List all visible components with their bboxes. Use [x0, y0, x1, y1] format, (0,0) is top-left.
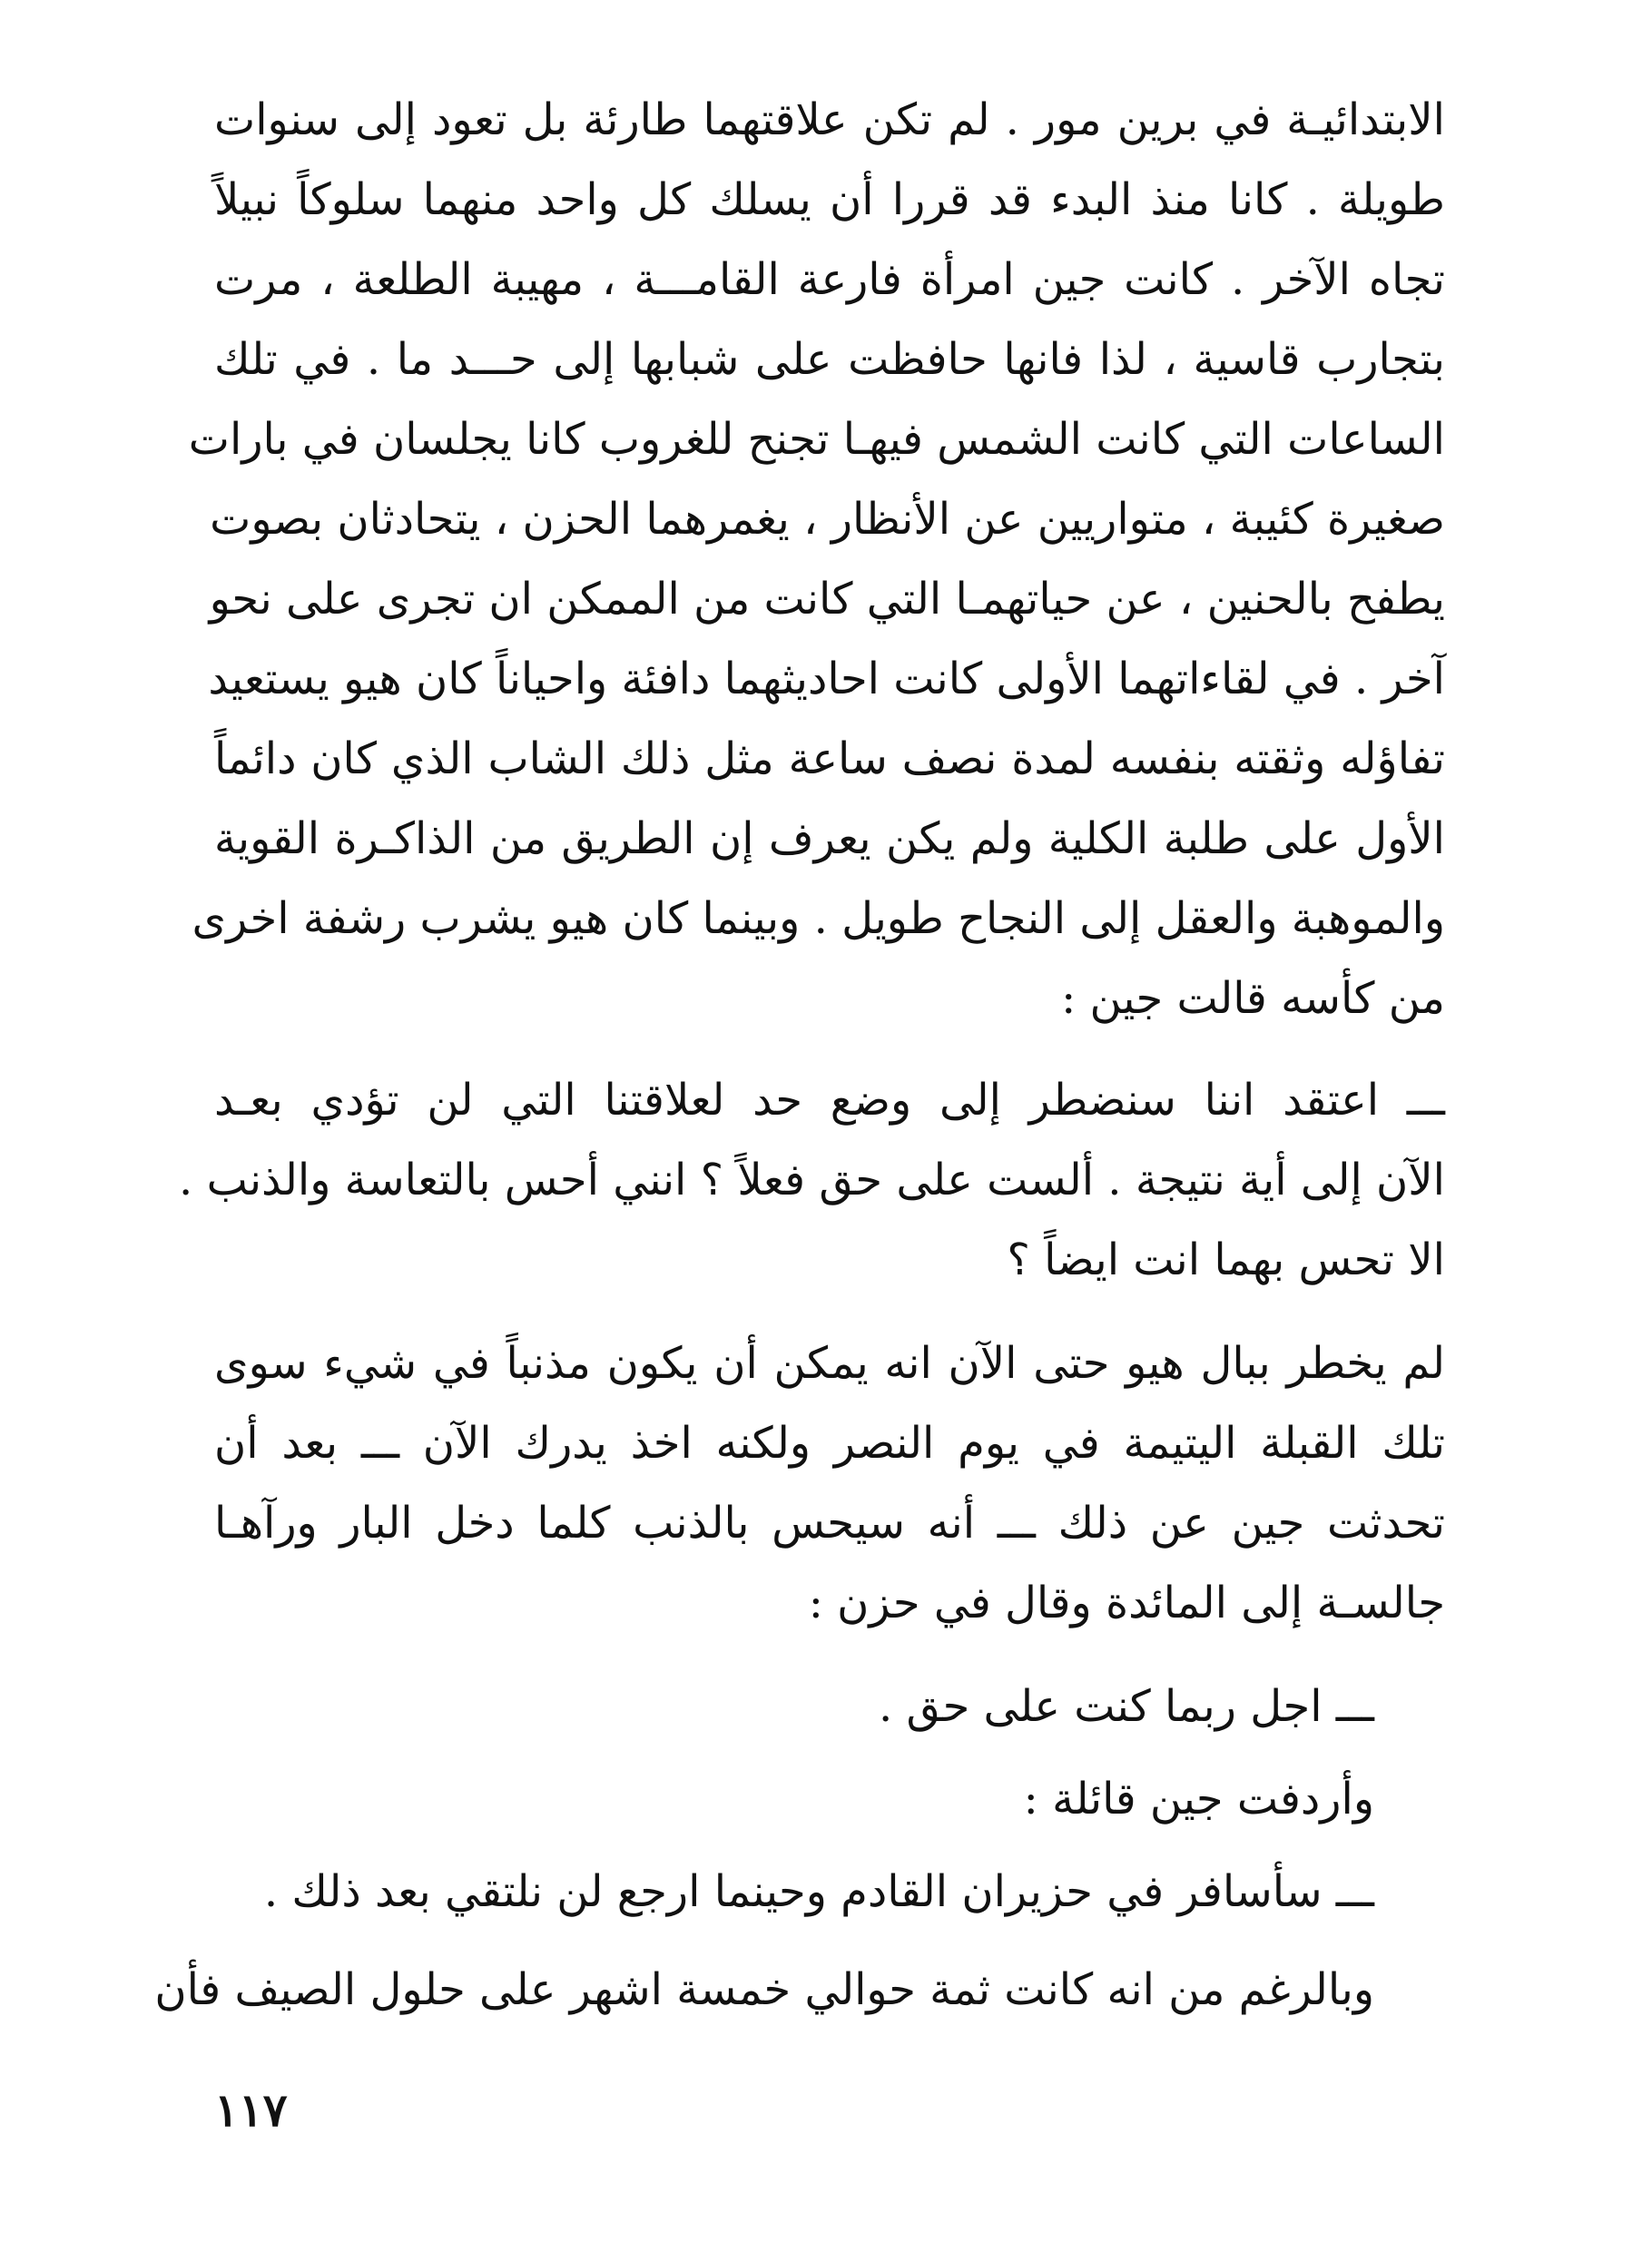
- text-line: تفاؤله وثقته بنفسه لمدة نصف ساعة مثل ذلك الشاب الذي كان دائماً: [214, 733, 1445, 784]
- text-line: صغيرة كئيبة ، متواريين عن الأنظار ، يغمرهما الحزن ، يتحادثان بصوت: [210, 494, 1445, 545]
- text-line: الابتدائيـة في برين مور . لم تكن علاقتهما طارئة بل تعود إلى سنوات: [214, 94, 1445, 145]
- text-line: تحدثت جين عن ذلك ـــ أنه سيحس بالذنب كلما دخل البار ورآهـا: [214, 1498, 1445, 1549]
- text-line: الأول على طلبة الكلية ولم يكن يعرف إن الطريق من الذاكـرة القوية: [214, 813, 1445, 864]
- text-line: الساعات التي كانت الشمس فيهـا تجنح للغروب كانا يجلسان في بارات: [188, 414, 1445, 465]
- text-line: ـــ اعتقد اننا سنضطر إلى وضع حد لعلاقتنا التي لن تؤدي بعـد: [214, 1075, 1445, 1126]
- text-line: الآن إلى أية نتيجة . ألست على حق فعلاً ؟ انني أحس بالتعاسة والذنب .: [179, 1155, 1445, 1205]
- text-line: ـــ سأسافر في حزيران القادم وحينما ارجع لن نلتقي بعد ذلك .: [263, 1866, 1374, 1917]
- text-line: والموهبة والعقل إلى النجاح طويل . وبينما كان هيو يشرب رشفة اخرى: [192, 893, 1445, 944]
- text-line: طويلة . كانا منذ البدء قد قررا أن يسلك كل واحد منهما سلوكاً نبيلاً: [214, 174, 1445, 225]
- text-line: من كأسه قالت جين :: [1061, 973, 1445, 1024]
- text-line: جالسـة إلى المائدة وقال في حزن :: [808, 1578, 1445, 1628]
- text-line: يطفح بالحنين ، عن حياتهمـا التي كانت من الممكن ان تجرى على نحو: [209, 574, 1445, 625]
- text-line: الا تحس بهما انت ايضاً ؟: [1007, 1234, 1445, 1285]
- text-line: آخر . في لقاءاتهما الأولى كانت احاديثهما دافئة واحياناً كان هيو يستعيد: [208, 654, 1445, 704]
- text-line: وأردفت جين قائلة :: [1023, 1774, 1374, 1824]
- text-line: لم يخطر ببال هيو حتى الآن انه يمكن أن يكون مذنباً في شيء سوى: [214, 1338, 1446, 1389]
- page-number: ١١٧: [214, 2083, 288, 2137]
- text-line: تجاه الآخر . كانت جين امرأة فارعة القامـــة ، مهيبة الطلعة ، مرت: [214, 254, 1445, 305]
- text-line: ـــ اجل ربما كنت على حق .: [879, 1681, 1374, 1732]
- text-line: وبالرغم من انه كانت ثمة حوالي خمسة اشهر على حلول الصيف فأن: [154, 1964, 1374, 2015]
- book-page: [154, 84, 1446, 2198]
- text-line: تلك القبلة اليتيمة في يوم النصر ولكنه اخذ يدرك الآن ـــ بعد أن: [214, 1418, 1445, 1469]
- text-line: بتجارب قاسية ، لذا فانها حافظت على شبابها إلى حـــد ما . في تلك: [214, 334, 1445, 385]
